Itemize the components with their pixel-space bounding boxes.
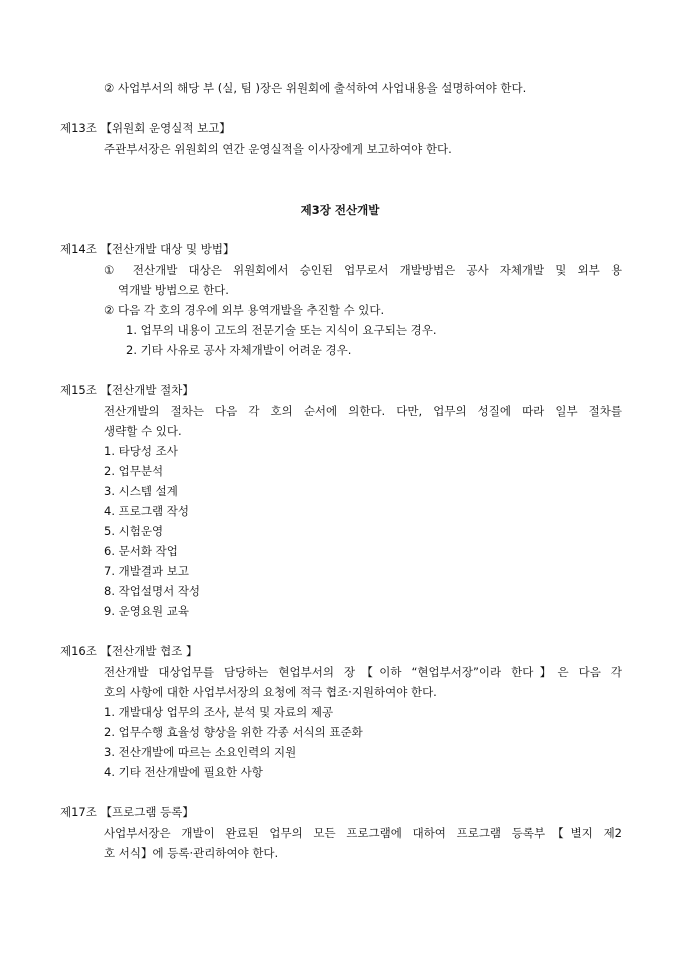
article-12-paragraph-2: ② 사업부서의 해당 부 (실, 팀 )장은 위원회에 출석하여 사업내용을 설명하여야 한다. (104, 81, 527, 95)
article-15-item-9: 9. 운영요원 교육 (104, 604, 189, 618)
article-16-heading: 제16조 【전산개발 협조 】 (60, 644, 198, 658)
article-13-body: 주관부서장은 위원회의 연간 운영실적을 이사장에게 보고하여야 한다. (104, 142, 452, 156)
article-14-paragraph-1-cont: 역개발 방법으로 한다. (118, 283, 229, 297)
article-16-item-1: 1. 개발대상 업무의 조사, 분석 및 자료의 제공 (104, 705, 334, 719)
article-17-heading: 제17조 【프로그램 등록】 (60, 805, 194, 819)
article-14-paragraph-1: ① 전산개발 대상은 위원회에서 승인된 업무로서 개발방법은 공사 자체개발 및 외부 용 (104, 263, 622, 277)
article-15-item-1: 1. 타당성 조사 (104, 444, 178, 458)
article-13-heading: 제13조 【위원회 운영실적 보고】 (60, 121, 231, 135)
article-16-item-3: 3. 전산개발에 따르는 소요인력의 지원 (104, 745, 297, 759)
article-15-item-8: 8. 작업설명서 작성 (104, 584, 201, 598)
article-15-body-cont: 생략할 수 있다. (104, 424, 182, 438)
article-15-item-7: 7. 개발결과 보고 (104, 564, 189, 578)
article-14-item-1: 1. 업무의 내용이 고도의 전문기술 또는 지식이 요구되는 경우. (126, 323, 437, 337)
article-15-item-5: 5. 시험운영 (104, 524, 164, 538)
article-17-body: 사업부서장은 개발이 완료된 업무의 모든 프로그램에 대하여 프로그램 등록부【별지 제2 (104, 826, 622, 840)
article-14-item-2: 2. 기타 사유로 공사 자체개발이 어려운 경우. (126, 343, 352, 357)
article-15-item-6: 6. 문서화 작업 (104, 544, 178, 558)
article-15-item-2: 2. 업무분석 (104, 464, 164, 478)
article-16-body-cont: 호의 사항에 대한 사업부서장의 요청에 적극 협조·지원하여야 한다. (104, 685, 437, 699)
article-15-heading: 제15조 【전산개발 절차】 (60, 383, 194, 397)
article-15-body: 전산개발의 절차는 다음 각 호의 순서에 의한다. 다만, 업무의 성질에 따라 일부 절차를 (104, 404, 622, 418)
chapter-3-title: 제3장 전산개발 (300, 203, 380, 217)
article-14-heading: 제14조 【전산개발 대상 및 방법】 (60, 242, 235, 256)
article-16-item-2: 2. 업무수행 효율성 향상을 위한 각종 서식의 표준화 (104, 725, 363, 739)
article-16-item-4: 4. 기타 전산개발에 필요한 사항 (104, 765, 263, 779)
article-17-body-cont: 호 서식】에 등록·관리하여야 한다. (104, 846, 279, 860)
article-14-paragraph-2: ② 다음 각 호의 경우에 외부 용역개발을 추진할 수 있다. (104, 303, 385, 317)
article-15-item-3: 3. 시스템 설계 (104, 484, 178, 498)
article-15-item-4: 4. 프로그램 작성 (104, 504, 189, 518)
article-16-body: 전산개발 대상업무를 담당하는 현업부서의 장【이하 “현업부서장”이라 한다】은 다음 각 (104, 665, 622, 679)
